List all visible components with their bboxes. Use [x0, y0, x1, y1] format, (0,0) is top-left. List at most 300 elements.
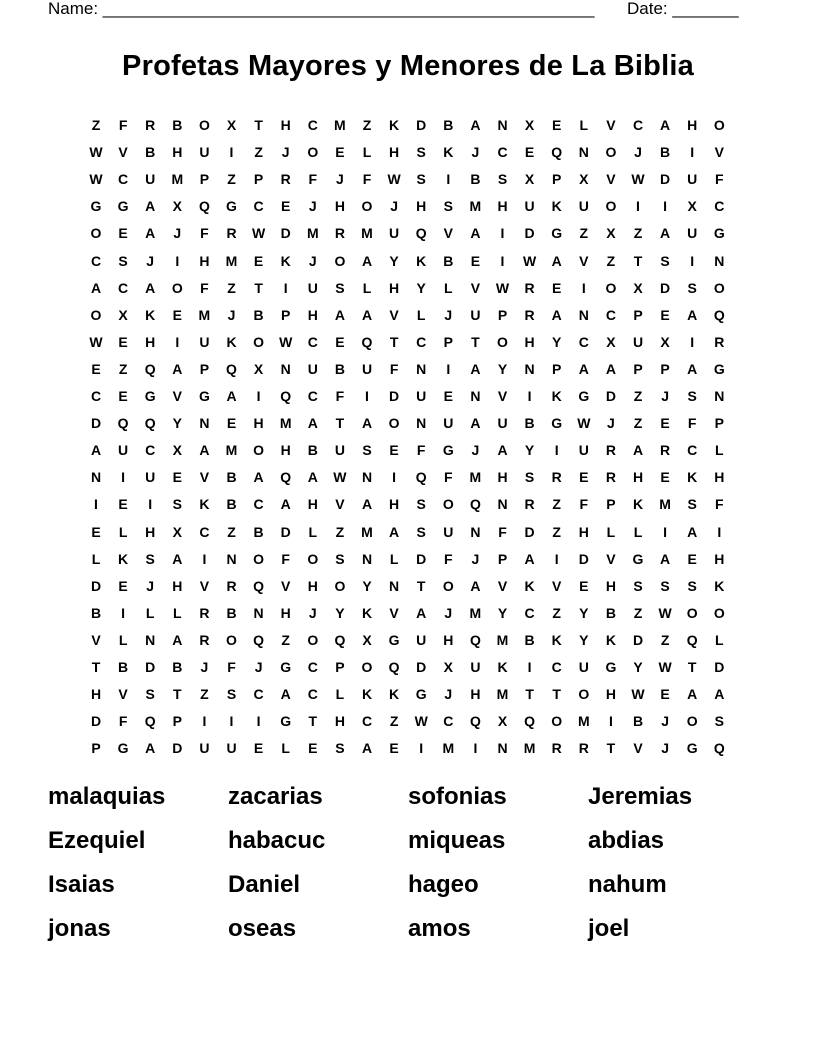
grid-letter: N	[416, 360, 427, 377]
grid-letter: L	[416, 306, 426, 323]
grid-letter: I	[527, 659, 532, 675]
grid-letter: Z	[91, 117, 101, 133]
grid-letter: E	[226, 415, 237, 432]
grid-letter: G	[551, 225, 563, 242]
grid-letter: R	[145, 117, 156, 133]
grid-letter: R	[280, 171, 291, 188]
grid-letter: X	[579, 171, 589, 188]
grid-letter: P	[199, 360, 210, 377]
grid-letter: Z	[335, 523, 345, 540]
grid-letter: L	[308, 523, 318, 540]
grid-letter: O	[253, 333, 265, 350]
grid-letter: F	[715, 171, 724, 188]
grid-letter: Q	[198, 198, 210, 215]
word-list-item: nahum	[588, 871, 667, 898]
grid-letter: H	[524, 333, 535, 350]
grid-letter: V	[497, 388, 508, 404]
grid-letter: Z	[227, 279, 236, 296]
grid-letter: I	[365, 388, 369, 404]
grid-letter: J	[146, 577, 155, 594]
grid-letter: E	[118, 577, 128, 594]
grid-letter: A	[307, 415, 318, 432]
grid-letter: Z	[606, 252, 616, 269]
grid-letter: H	[145, 523, 156, 540]
grid-letter: X	[497, 713, 508, 730]
grid-letter: N	[389, 577, 400, 594]
grid-letter: H	[389, 279, 400, 296]
grid-letter: B	[253, 523, 264, 540]
grid-letter: N	[578, 306, 589, 323]
grid-letter: N	[199, 415, 210, 432]
grid-letter: I	[554, 550, 559, 567]
grid-letter: U	[145, 171, 156, 188]
grid-letter: P	[497, 306, 508, 323]
grid-letter: H	[605, 577, 616, 594]
grid-letter: A	[470, 117, 481, 133]
grid-letter: Y	[579, 631, 589, 648]
grid-letter: K	[714, 577, 725, 594]
grid-letter: Q	[334, 631, 346, 648]
grid-letter: N	[714, 388, 725, 404]
grid-letter: K	[605, 631, 616, 648]
grid-letter: K	[632, 496, 644, 513]
word-list-item: habacuc	[228, 827, 326, 854]
grid-letter: O	[334, 577, 346, 594]
grid-letter: R	[199, 631, 210, 648]
grid-letter: A	[172, 360, 183, 377]
grid-letter: X	[687, 198, 697, 215]
grid-letter: O	[226, 631, 237, 648]
grid-letter: K	[551, 388, 562, 404]
grid-letter: A	[470, 225, 481, 242]
grid-letter: Z	[633, 388, 643, 404]
grid-letter: Y	[497, 360, 508, 377]
grid-letter: J	[173, 225, 182, 242]
grid-letter: I	[554, 442, 559, 459]
grid-letter: I	[581, 279, 586, 296]
grid-letter: Z	[227, 523, 236, 540]
grid-letter: U	[416, 631, 427, 648]
grid-letter: V	[281, 577, 291, 594]
grid-letter: I	[717, 523, 722, 540]
grid-letter: C	[307, 659, 318, 675]
grid-letter: G	[686, 740, 698, 757]
grid-letter: U	[497, 415, 508, 432]
grid-letter: T	[416, 577, 426, 594]
grid-letter: R	[578, 740, 589, 757]
grid-letter: C	[253, 198, 264, 215]
grid-letter: O	[442, 577, 454, 594]
grid-letter: M	[577, 713, 590, 730]
grid-letter: L	[389, 550, 399, 567]
grid-letter: S	[335, 740, 345, 757]
grid-letter: A	[334, 306, 345, 323]
word-list-item: Ezequiel	[48, 827, 146, 854]
grid-letter: E	[335, 333, 345, 350]
grid-letter: Z	[200, 686, 209, 703]
grid-letter: E	[172, 306, 182, 323]
grid-letter: H	[632, 469, 644, 486]
grid-letter: B	[145, 144, 156, 161]
grid-letter: U	[145, 469, 156, 486]
grid-letter: G	[117, 740, 129, 757]
grid-letter: A	[145, 740, 156, 757]
grid-letter: J	[254, 659, 263, 675]
grid-letter: P	[335, 659, 345, 675]
grid-letter: I	[690, 333, 695, 350]
grid-letter: P	[552, 171, 562, 188]
grid-letter: K	[416, 252, 427, 269]
grid-letter: B	[253, 306, 264, 323]
grid-letter: W	[89, 144, 103, 161]
grid-letter: C	[253, 686, 264, 703]
grid-letter: D	[578, 550, 589, 567]
grid-letter: E	[335, 144, 345, 161]
grid-letter: W	[89, 171, 103, 188]
grid-letter: A	[605, 360, 616, 377]
grid-letter: P	[497, 550, 508, 567]
grid-letter: T	[308, 713, 318, 730]
grid-letter: R	[551, 740, 562, 757]
grid-letter: E	[660, 469, 670, 486]
grid-letter: M	[171, 171, 184, 188]
grid-letter: H	[497, 198, 508, 215]
grid-letter: D	[389, 388, 400, 404]
grid-letter: S	[362, 442, 372, 459]
grid-letter: N	[524, 360, 535, 377]
grid-letter: W	[251, 225, 266, 242]
grid-letter: G	[388, 631, 400, 648]
grid-letter: C	[714, 198, 725, 215]
grid-letter: C	[416, 333, 427, 350]
word-list-item: jonas	[48, 915, 111, 942]
grid-letter: Y	[172, 415, 182, 432]
grid-letter: A	[660, 225, 671, 242]
grid-letter: P	[714, 415, 724, 432]
grid-letter: G	[442, 442, 454, 459]
grid-letter: V	[118, 686, 128, 703]
grid-letter: F	[118, 713, 128, 730]
word-list-item: Isaias	[48, 871, 115, 898]
grid-letter: A	[416, 604, 427, 621]
grid-letter: D	[416, 659, 427, 675]
grid-letter: E	[660, 306, 670, 323]
grid-letter: D	[660, 279, 671, 296]
grid-letter: U	[524, 198, 535, 215]
grid-letter: V	[606, 171, 616, 188]
grid-letter: A	[470, 360, 481, 377]
grid-letter: B	[632, 713, 644, 730]
grid-letter: U	[307, 360, 318, 377]
grid-letter: V	[335, 496, 345, 513]
grid-letter: U	[199, 333, 210, 350]
grid-letter: V	[118, 144, 128, 161]
grid-letter: F	[200, 279, 209, 296]
word-list-item: oseas	[228, 915, 297, 942]
grid-letter: B	[226, 496, 237, 513]
grid-letter: Q	[415, 469, 427, 486]
grid-letter: B	[443, 252, 454, 269]
grid-letter: H	[307, 577, 318, 594]
grid-letter: I	[500, 225, 505, 242]
grid-letter: D	[524, 225, 535, 242]
grid-letter: K	[199, 496, 210, 513]
grid-letter: H	[199, 252, 210, 269]
grid-letter: H	[172, 577, 183, 594]
grid-letter: N	[497, 117, 508, 133]
grid-letter: C	[118, 279, 129, 296]
grid-letter: S	[118, 252, 128, 269]
date-field-label: Date: _______	[627, 0, 739, 18]
grid-letter: W	[631, 171, 645, 188]
grid-letter: O	[90, 306, 102, 323]
grid-letter: Y	[389, 252, 399, 269]
grid-letter: U	[307, 279, 318, 296]
word-list-item: malaquias	[48, 783, 166, 810]
grid-letter: R	[605, 469, 616, 486]
word-list-item: hageo	[408, 871, 479, 898]
grid-letter: N	[145, 631, 156, 648]
grid-letter: L	[362, 144, 372, 161]
grid-letter: J	[390, 198, 398, 215]
grid-letter: C	[253, 496, 264, 513]
grid-letter: I	[473, 740, 478, 757]
grid-letter: H	[90, 686, 102, 703]
grid-letter: M	[496, 631, 509, 648]
grid-letter: O	[686, 713, 698, 730]
grid-letter: S	[416, 171, 426, 188]
grid-letter: G	[578, 388, 590, 404]
grid-letter: S	[226, 686, 237, 703]
grid-letter: I	[500, 252, 505, 269]
grid-letter: C	[145, 442, 156, 459]
grid-letter: Z	[579, 225, 589, 242]
grid-letter: H	[280, 442, 291, 459]
grid-letter: E	[118, 333, 128, 350]
grid-letter: M	[442, 740, 455, 757]
grid-letter: G	[551, 415, 563, 432]
grid-letter: T	[254, 279, 263, 296]
grid-letter: H	[578, 523, 589, 540]
grid-letter: H	[389, 496, 400, 513]
grid-letter: I	[608, 713, 613, 730]
grid-letter: A	[90, 442, 102, 459]
word-list-item: amos	[408, 915, 471, 942]
grid-letter: T	[633, 252, 643, 269]
grid-letter: H	[253, 415, 264, 432]
grid-letter: N	[416, 415, 427, 432]
grid-letter: W	[658, 659, 672, 675]
grid-letter: D	[632, 631, 644, 648]
grid-letter: L	[715, 442, 724, 459]
grid-letter: O	[713, 117, 725, 133]
grid-letter: B	[172, 117, 183, 133]
grid-letter: Y	[362, 577, 372, 594]
grid-letter: M	[659, 496, 671, 513]
grid-letter: W	[414, 713, 428, 730]
grid-letter: C	[443, 713, 454, 730]
grid-letter: K	[361, 604, 373, 621]
grid-letter: Z	[633, 415, 643, 432]
grid-letter: B	[118, 659, 129, 675]
grid-letter: Z	[362, 117, 372, 133]
grid-letter: C	[551, 659, 562, 675]
grid-letter: P	[633, 306, 643, 323]
grid-letter: R	[660, 442, 671, 459]
grid-letter: D	[660, 171, 671, 188]
grid-letter: H	[470, 686, 481, 703]
grid-letter: J	[471, 442, 480, 459]
grid-letter: T	[525, 686, 534, 703]
grid-letter: S	[416, 523, 426, 540]
grid-letter: K	[361, 686, 373, 703]
grid-letter: U	[632, 333, 644, 350]
grid-letter: M	[198, 306, 211, 323]
grid-letter: W	[333, 469, 347, 486]
grid-letter: Q	[253, 631, 265, 648]
grid-letter: A	[280, 496, 291, 513]
word-list-item: miqueas	[408, 827, 506, 854]
grid-letter: D	[280, 523, 291, 540]
grid-letter: C	[632, 117, 644, 133]
grid-letter: D	[145, 659, 156, 675]
grid-letter: O	[361, 659, 373, 675]
grid-letter: U	[470, 659, 481, 675]
grid-letter: N	[90, 469, 102, 486]
grid-letter: M	[496, 686, 509, 703]
grid-letter: Z	[552, 496, 561, 513]
grid-letter: N	[470, 388, 481, 404]
grid-letter: F	[281, 550, 290, 567]
grid-letter: G	[90, 198, 102, 215]
word-list-item: zacarias	[228, 783, 323, 810]
grid-letter: I	[229, 144, 234, 161]
grid-letter: L	[335, 686, 345, 703]
grid-letter: K	[118, 550, 129, 567]
grid-letter: C	[307, 117, 318, 133]
grid-letter: Y	[524, 442, 535, 459]
grid-letter: F	[444, 469, 453, 486]
grid-letter: B	[226, 604, 237, 621]
grid-letter: R	[226, 577, 237, 594]
grid-letter: E	[389, 740, 399, 757]
grid-letter: T	[335, 415, 345, 432]
grid-letter: A	[687, 686, 698, 703]
grid-letter: H	[714, 550, 725, 567]
grid-letter: A	[199, 442, 210, 459]
grid-letter: E	[91, 360, 101, 377]
grid-letter: D	[605, 388, 616, 404]
grid-letter: O	[605, 144, 617, 161]
grid-letter: J	[200, 659, 209, 675]
grid-letter: P	[281, 306, 291, 323]
grid-letter: X	[606, 225, 616, 242]
grid-letter: L	[118, 631, 128, 648]
grid-letter: K	[280, 252, 291, 269]
grid-letter: S	[172, 496, 182, 513]
grid-letter: E	[253, 252, 264, 269]
grid-letter: C	[578, 333, 589, 350]
word-list-item: Daniel	[228, 871, 301, 898]
grid-letter: E	[552, 117, 562, 133]
grid-letter: Q	[551, 144, 563, 161]
grid-letter: T	[389, 333, 399, 350]
grid-letter: U	[416, 388, 427, 404]
grid-letter: V	[389, 604, 399, 621]
grid-letter: A	[687, 523, 698, 540]
grid-letter: J	[281, 144, 290, 161]
grid-letter: U	[199, 144, 210, 161]
grid-letter: M	[469, 469, 482, 486]
grid-letter: X	[253, 360, 264, 377]
grid-letter: I	[527, 388, 532, 404]
grid-letter: U	[578, 198, 589, 215]
grid-letter: F	[444, 550, 453, 567]
grid-letter: O	[198, 117, 210, 133]
grid-letter: N	[497, 496, 508, 513]
grid-letter: W	[387, 171, 401, 188]
grid-letter: N	[578, 144, 589, 161]
grid-letter: Y	[552, 333, 562, 350]
grid-letter: I	[202, 550, 207, 567]
grid-letter: I	[202, 713, 207, 730]
grid-letter: Y	[416, 279, 426, 296]
grid-letter: H	[307, 496, 318, 513]
grid-letter: S	[633, 577, 643, 594]
grid-letter: R	[199, 604, 210, 621]
grid-letter: E	[687, 550, 697, 567]
grid-letter: M	[523, 740, 536, 757]
grid-letter: F	[308, 171, 318, 188]
grid-letter: V	[714, 144, 724, 161]
grid-letter: T	[471, 333, 480, 350]
grid-letter: Q	[144, 415, 156, 432]
grid-letter: J	[606, 415, 615, 432]
grid-letter: O	[253, 442, 265, 459]
grid-letter: H	[389, 144, 400, 161]
grid-letter: O	[551, 713, 563, 730]
grid-letter: V	[497, 577, 508, 594]
grid-letter: X	[524, 171, 535, 188]
grid-letter: A	[632, 442, 644, 459]
grid-letter: A	[280, 686, 291, 703]
grid-letter: O	[605, 279, 617, 296]
grid-letter: M	[469, 198, 482, 215]
grid-letter: B	[470, 171, 481, 188]
grid-letter: D	[90, 713, 102, 730]
grid-letter: A	[470, 577, 481, 594]
grid-letter: Z	[389, 713, 399, 730]
grid-letter: P	[443, 333, 453, 350]
grid-letter: F	[118, 117, 128, 133]
grid-letter: P	[660, 360, 670, 377]
grid-letter: V	[389, 306, 399, 323]
grid-letter: P	[253, 171, 264, 188]
grid-letter: G	[144, 388, 156, 404]
grid-letter: X	[226, 117, 237, 133]
grid-letter: B	[443, 117, 454, 133]
grid-letter: E	[579, 577, 589, 594]
grid-letter: J	[335, 171, 344, 188]
grid-letter: F	[498, 523, 507, 540]
grid-letter: O	[171, 279, 183, 296]
grid-letter: M	[279, 415, 292, 432]
grid-letter: G	[713, 360, 725, 377]
grid-letter: P	[172, 713, 182, 730]
grid-letter: C	[497, 144, 508, 161]
grid-letter: I	[690, 144, 695, 161]
grid-letter: B	[524, 631, 535, 648]
